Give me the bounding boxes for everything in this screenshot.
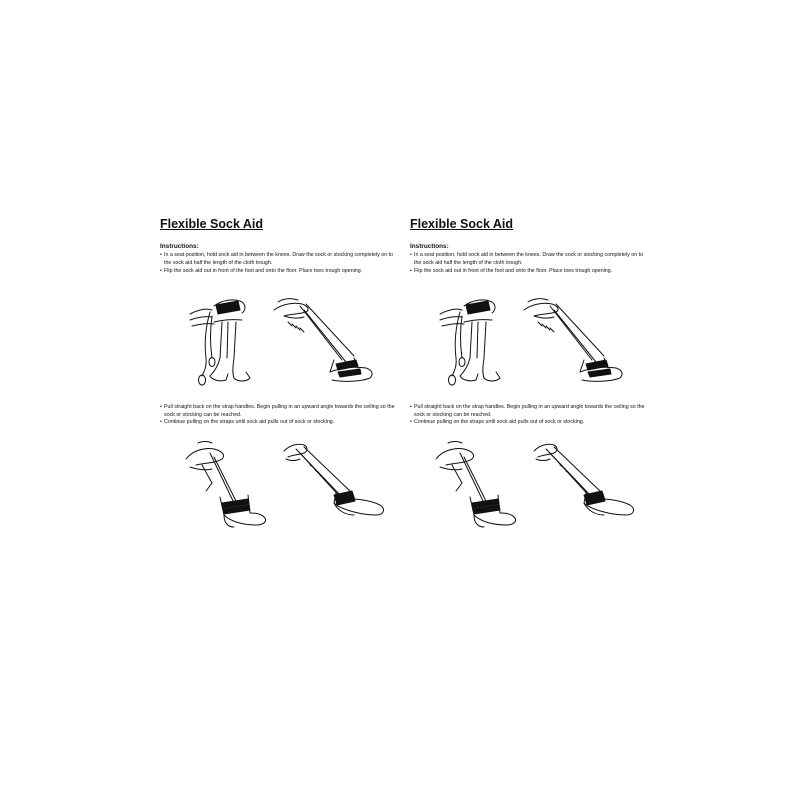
instruction-list-bottom: [160, 404, 395, 428]
pulling-straps-illustration: [182, 437, 272, 541]
pulling-straps-illustration: [432, 437, 522, 541]
illustration-row-bottom: [410, 437, 645, 541]
instruction-panel-left: [160, 212, 395, 541]
instruction-list-bottom: [410, 404, 645, 428]
instruction-step-3: • Pull straight back on the strap handles. Begin pulling in an upward angle towards the ceiling so the sock or stocking can be reached.: [160, 404, 395, 420]
sock-aid-between-knees-illustration: [188, 286, 258, 398]
instruction-step-1: • In a seat position, hold sock aid in between the knees. Draw the sock or stocking completely on to the sock aid half the length of the cloth trough.: [410, 252, 645, 268]
illustration-row-top: [160, 286, 395, 398]
instruction-panel-right: [410, 212, 645, 541]
illustration-row-top: [410, 286, 645, 398]
instructions-heading: Instructions:: [160, 242, 199, 250]
instruction-list-top: [160, 252, 395, 276]
instruction-step-3: • Pull straight back on the strap handles. Begin pulling in an upward angle towards the ceiling so the sock or stocking can be reached.: [410, 404, 645, 420]
illustration-row-bottom: [160, 437, 395, 541]
sock-aid-on-floor-illustration: [270, 286, 380, 398]
instruction-step-2: • Flip the sock aid out in front of the foot and onto the floor. Place toes trough opening.: [160, 268, 395, 276]
instruction-step-4: • Continue pulling on the straps until sock aid pulls out of sock or stocking.: [410, 419, 645, 427]
instruction-list-top: [410, 252, 645, 276]
panel-title: Flexible Sock Aid: [410, 217, 514, 231]
sock-aid-removed-illustration: [280, 437, 390, 541]
sock-aid-removed-illustration: [530, 437, 640, 541]
sock-aid-between-knees-illustration: [438, 286, 508, 398]
instruction-step-4: • Continue pulling on the straps until sock aid pulls out of sock or stocking.: [160, 419, 395, 427]
instructions-heading: Instructions:: [410, 242, 449, 250]
instruction-step-2: • Flip the sock aid out in front of the foot and onto the floor. Place toes trough opening.: [410, 268, 645, 276]
instruction-step-1: • In a seat position, hold sock aid in between the knees. Draw the sock or stocking completely on to the sock aid half the length of the cloth trough.: [160, 252, 395, 268]
sock-aid-on-floor-illustration: [520, 286, 630, 398]
panel-title: Flexible Sock Aid: [160, 217, 264, 231]
